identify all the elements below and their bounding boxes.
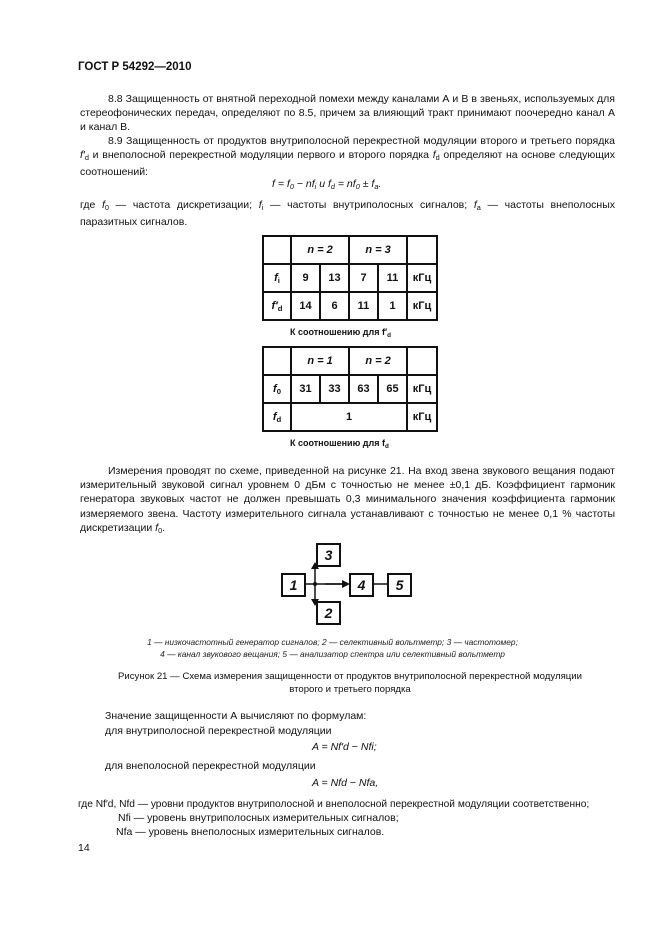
calc-outband-label: для внеполосной перекрестной модуляции [105,760,316,772]
table-cell: 1 [291,403,407,431]
formula-inband: A = Nf′d − Nfi; [312,741,377,753]
table2-row-label: $f_0$ [263,375,291,403]
table-cell: 6 [320,292,349,320]
block-2-voltmeter: 2 [316,601,341,625]
table2-header-n1: n = 1 [291,347,349,375]
block-1-generator: 1 [281,573,306,597]
paragraph-8-9: 8.9 Защищенность от продуктов внутриполосной перекрестной модуляции второго и третьего порядка $f'_d$ и внеполосной перекрестной модуляции первого и второго порядка $f_d$ определяют на основе следующих соотношений: [80,135,616,179]
table-cell: 9 [291,264,320,292]
table-fi-fd-prime [262,235,438,321]
figure-legend: 1 — низкочастотный генератор сигналов; 2 — селективный вольтметр; 3 — частотомер; 4 — канал звукового вещания; 5 — анализатор спектра или селективный вольтметр [147,637,518,659]
block-5-spectrum-analyzer: 5 [387,573,412,597]
formula-frequency-relations: $f = f_0 - nf_i$ и $f_d = nf_0 \pm f_a$. [272,178,382,191]
table-unit: кГц [407,375,437,403]
table-f0-fd [262,346,438,432]
table-cell: 11 [349,292,378,320]
document-header: ГОСТ Р 54292—2010 [78,61,192,73]
table-cell: 7 [349,264,378,292]
measurement-paragraph: Измерения проводят по схеме, приведенной на рисунке 21. На вход звена звукового вещания подают измерительный звуковой сигнал уровнем 0 дБм с точностью не менее ±0,1 дБ. Коэффициент гармоник генератора звуковых частот не должен превышать 0,3 минимального значения коэффициента гармоник измеряемого звена. Частоту измерительного сигнала устанавливают с точностью не менее 0,1 % частоты дискретизации $f_0$. [80,465,615,535]
figure-caption: Рисунок 21 — Схема измерения защищенности от продуктов внутриполосной перекрестной модуляции второго и третьего порядка [118,671,582,695]
table-cell: 13 [320,264,349,292]
calc-intro: Значение защищенности А вычисляют по формулам: [105,710,367,722]
table-cell: 33 [320,375,349,403]
paragraph-8-8: 8.8 Защищенность от внятной переходной помехи между каналами А и В в звеньях, используемых для стереофонических передач, определяют по 8.5, причем за влияющий тракт принимают поочередно канал А и канал В. [80,93,615,134]
where-block-1: где $f_0$ — частота дискретизации; $f_i$ — частоты внутриполосных сигналов; $f_a$ — частоты внеполосных паразитных сигналов. [80,199,615,229]
table1-caption: К соотношению для $f'_d$ [290,327,391,339]
table-cell: 63 [349,375,378,403]
table-cell: 65 [378,375,407,403]
table-cell: 11 [378,264,407,292]
table-unit: кГц [407,403,437,431]
page-number: 14 [78,842,90,854]
table1-header-n2: n = 2 [291,236,349,264]
table-unit: кГц [407,264,437,292]
block-3-frequency-meter: 3 [316,543,341,567]
table1-row-label: $f_i$ [263,264,291,292]
table-cell: 31 [291,375,320,403]
block-4-broadcast-channel: 4 [349,573,374,597]
where-block-2-line1: где Nf′d, Nfd — уровни продуктов внутриполосной и внеполосной перекрестной модуляции соответственно; [78,799,590,810]
where-block-2-line3: Nfa — уровень внеполосных измерительных сигналов. [116,826,385,838]
table2-header-n2: n = 2 [349,347,407,375]
where-block-2-line2: Nfi — уровень внутриполосных измерительных сигналов; [118,812,399,824]
table2-row-label: $f_d$ [263,403,291,431]
table2-caption: К соотношению для $f_d$ [290,438,389,450]
table1-header-n3: n = 3 [349,236,407,264]
table-unit: кГц [407,292,437,320]
table-cell: 14 [291,292,320,320]
calc-inband-label: для внутриполосной перекрестной модуляции [105,725,332,737]
formula-outband: A = Nfd − Nfa, [312,777,379,789]
table1-row-label: $f'_d$ [263,292,291,320]
table-cell: 1 [378,292,407,320]
